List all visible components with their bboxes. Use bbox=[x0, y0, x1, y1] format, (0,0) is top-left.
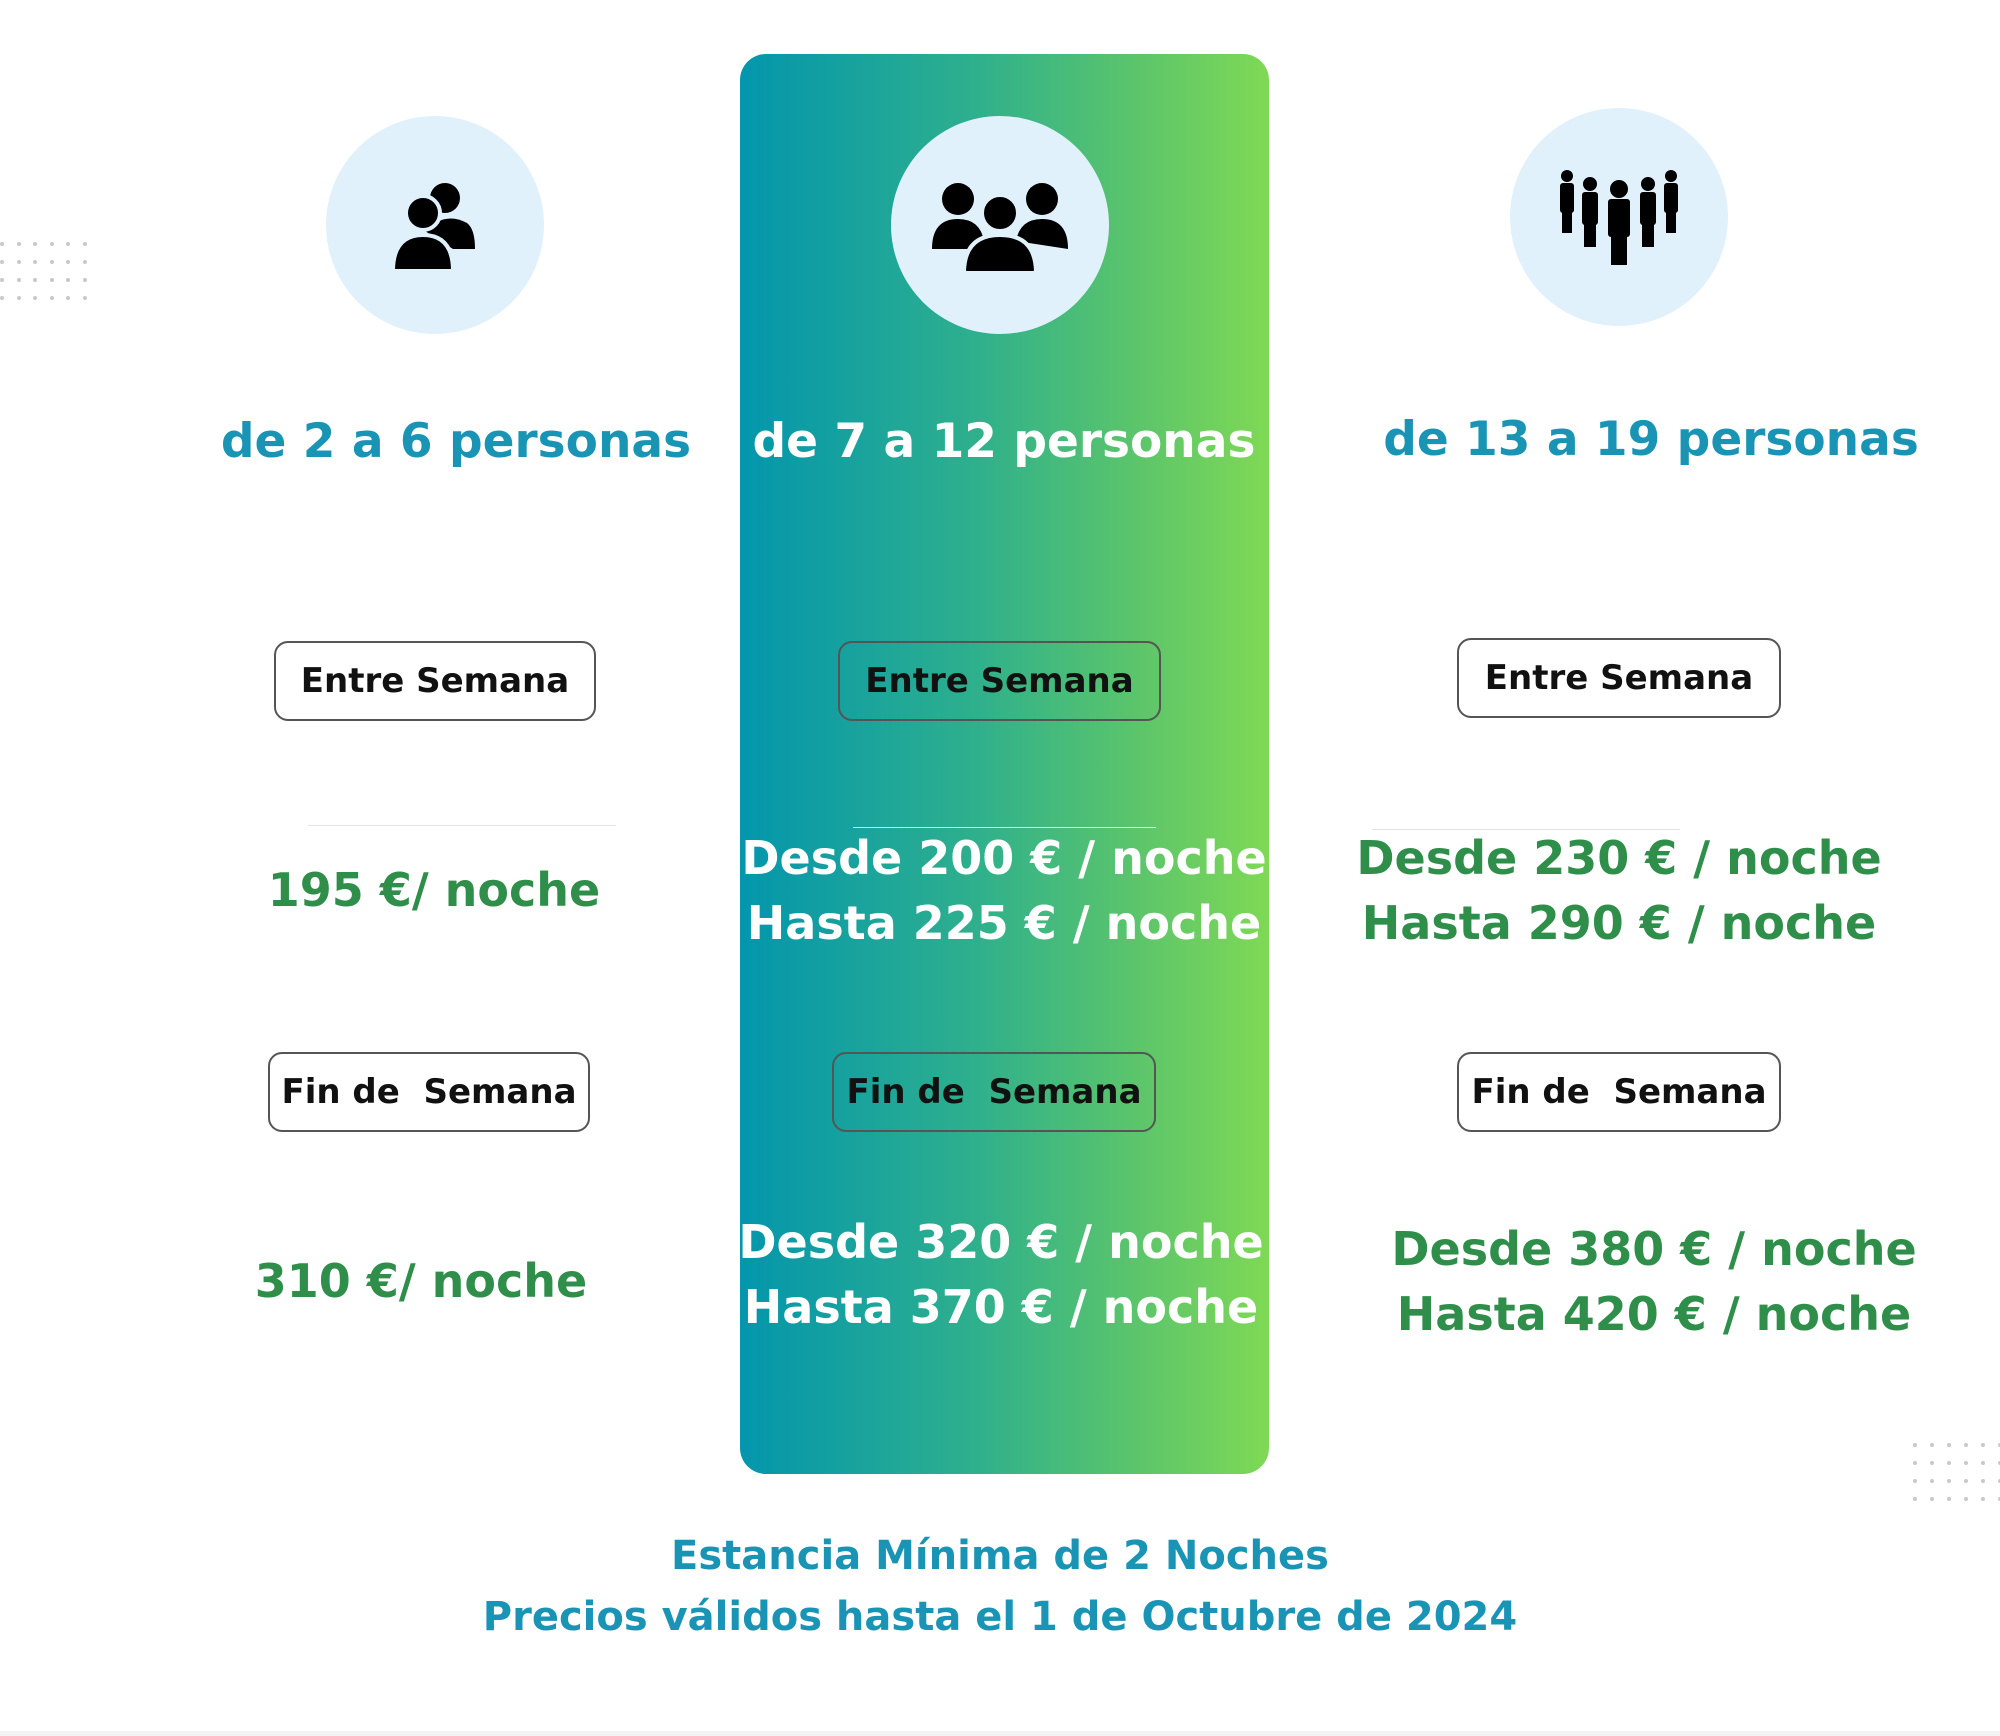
tier-2-icon-circle bbox=[891, 116, 1109, 334]
tier-1-weekend-price-line: 310 €/ noche bbox=[254, 1254, 588, 1308]
decorative-dot bbox=[17, 278, 21, 282]
crowd-icon bbox=[1557, 167, 1681, 267]
decorative-dot bbox=[66, 296, 70, 300]
tier-2-weekday-price-from: Desde 200 € / noche bbox=[741, 831, 1267, 885]
decorative-dot bbox=[1964, 1497, 1968, 1501]
decorative-dot bbox=[1913, 1461, 1917, 1465]
decorative-dot bbox=[1964, 1443, 1968, 1447]
bottom-border bbox=[0, 1731, 2000, 1736]
three-people-icon bbox=[932, 175, 1068, 275]
decorative-dot bbox=[66, 242, 70, 246]
decorative-dot bbox=[33, 260, 37, 264]
decorative-dot bbox=[0, 260, 4, 264]
tier-1-icon-circle bbox=[326, 116, 544, 334]
tier-3-title: de 13 a 19 personas bbox=[1383, 412, 1919, 467]
tier-3-weekend-price-from: Desde 380 € / noche bbox=[1391, 1222, 1917, 1276]
decorative-dot bbox=[50, 242, 54, 246]
decorative-dot bbox=[1947, 1497, 1951, 1501]
tier-2-weekend-price-to: Hasta 370 € / noche bbox=[743, 1280, 1259, 1334]
tier-3-weekday-price bbox=[1356, 826, 1881, 956]
decorative-dot bbox=[17, 260, 21, 264]
decorative-dot bbox=[50, 278, 54, 282]
tier-1-weekday-price bbox=[268, 858, 600, 923]
decorative-dot bbox=[1964, 1461, 1968, 1465]
tier-3-weekend-pill: Fin de Semana bbox=[1457, 1052, 1781, 1132]
decorative-dot-grid-right bbox=[1913, 1443, 2000, 1501]
decorative-dot bbox=[1947, 1461, 1951, 1465]
decorative-dot bbox=[1947, 1443, 1951, 1447]
decorative-dot bbox=[83, 260, 87, 264]
tier-2-weekend-price bbox=[738, 1210, 1263, 1340]
tier-3-weekday-pill: Entre Semana bbox=[1457, 638, 1781, 718]
decorative-dot bbox=[33, 242, 37, 246]
decorative-dot bbox=[66, 260, 70, 264]
tier-1-title: de 2 a 6 personas bbox=[220, 414, 692, 469]
decorative-dot bbox=[66, 278, 70, 282]
tier-2-weekend-price-from: Desde 320 € / noche bbox=[738, 1215, 1264, 1269]
decorative-dot bbox=[1964, 1479, 1968, 1483]
decorative-dot bbox=[1981, 1443, 1985, 1447]
decorative-dot bbox=[33, 278, 37, 282]
decorative-dot bbox=[1981, 1497, 1985, 1501]
decorative-dot bbox=[50, 296, 54, 300]
decorative-dot-grid-left bbox=[0, 242, 87, 300]
decorative-dot bbox=[1981, 1479, 1985, 1483]
decorative-dot bbox=[0, 278, 4, 282]
tier-2-weekend-pill: Fin de Semana bbox=[832, 1052, 1156, 1132]
decorative-dot bbox=[0, 296, 4, 300]
decorative-dot bbox=[1930, 1497, 1934, 1501]
minimum-stay-note: Estancia Mínima de 2 Noches bbox=[671, 1533, 1329, 1579]
decorative-dot bbox=[0, 242, 4, 246]
tier-1-weekend-price bbox=[255, 1249, 587, 1314]
decorative-dot bbox=[17, 296, 21, 300]
tier-2-weekday-price bbox=[741, 826, 1266, 956]
decorative-dot bbox=[1930, 1443, 1934, 1447]
tier-1-divider bbox=[308, 825, 616, 826]
decorative-dot bbox=[1930, 1461, 1934, 1465]
tier-3-weekday-price-from: Desde 230 € / noche bbox=[1356, 831, 1882, 885]
tier-3-weekday-price-to: Hasta 290 € / noche bbox=[1361, 896, 1877, 950]
decorative-dot bbox=[1947, 1479, 1951, 1483]
decorative-dot bbox=[83, 296, 87, 300]
tier-2-title: de 7 a 12 personas bbox=[752, 414, 1256, 469]
decorative-dot bbox=[33, 296, 37, 300]
decorative-dot bbox=[1981, 1461, 1985, 1465]
decorative-dot bbox=[1930, 1479, 1934, 1483]
two-people-icon bbox=[387, 177, 483, 273]
tier-1-weekday-pill: Entre Semana bbox=[274, 641, 596, 721]
decorative-dot bbox=[83, 242, 87, 246]
tier-1-weekday-price-line: 195 €/ noche bbox=[267, 863, 601, 917]
price-validity-note: Precios válidos hasta el 1 de Octubre de 2024 bbox=[482, 1594, 1518, 1640]
decorative-dot bbox=[50, 260, 54, 264]
tier-3-icon-circle bbox=[1510, 108, 1728, 326]
tier-1-weekend-pill: Fin de Semana bbox=[268, 1052, 590, 1132]
decorative-dot bbox=[1913, 1497, 1917, 1501]
tier-3-weekend-price-to: Hasta 420 € / noche bbox=[1396, 1287, 1912, 1341]
decorative-dot bbox=[1913, 1443, 1917, 1447]
decorative-dot bbox=[17, 242, 21, 246]
tier-3-weekend-price bbox=[1391, 1217, 1916, 1347]
decorative-dot bbox=[83, 278, 87, 282]
decorative-dot bbox=[1913, 1479, 1917, 1483]
tier-2-weekday-price-to: Hasta 225 € / noche bbox=[746, 896, 1262, 950]
tier-2-weekday-pill: Entre Semana bbox=[838, 641, 1161, 721]
